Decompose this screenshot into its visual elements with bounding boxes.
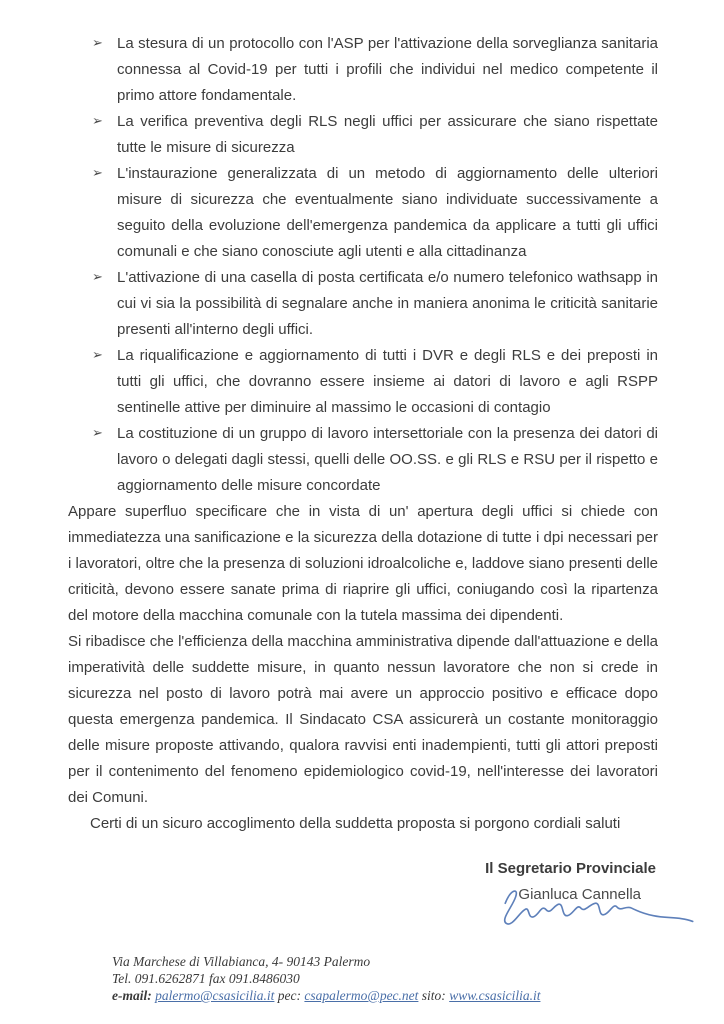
closing-line: Certi di un sicuro accoglimento della suddetta proposta si porgono cordiali saluti — [90, 815, 621, 832]
bullet-item — [68, 161, 658, 265]
bullet-item — [68, 265, 658, 343]
arrow-bullet-icon: ➢ — [92, 426, 103, 441]
arrow-bullet-icon: ➢ — [92, 166, 103, 181]
email-label: e-mail: — [112, 988, 152, 1003]
bullet-text: La costituzione di un gruppo di lavoro intersettoriale con la presenza dei datori di lavoro o delegati dagli stessi, quelli delle OO.SS. e gli RLS e RSU per il rispetto e aggiornamento delle misure concordate — [117, 425, 658, 494]
bullet-text: L'instaurazione generalizzata di un metodo di aggiornamento delle ulteriori misure di sicurezza che eventualmente siano individuate successivamente a seguito della evoluzione dell'emergenza pandemica da applicare a tutti gli uffici comunali e che siano conosciute agli utenti e alla cittadinanza — [117, 165, 658, 260]
paragraph: Si ribadisce che l'efficienza della macchina amministrativa dipende dall'attuazione e della imperatività delle suddette misure, in quanto nessun lavoratore che non si crede in sicurezza nel posto di lavoro potrà mai avere un approccio positivo e efficace dopo questa emergenza pandemica. Il Sindacato CSA assicurerà un costante monitoraggio delle misure proposte attivando, qualora ravvisi enti inadempienti, tutti gli attori preposti per il contenimento del fenomeno epidemiologico covid-19, nell'interesse dei lavoratori dei Comuni. — [68, 633, 658, 806]
bullet-text: L'attivazione di una casella di posta certificata e/o numero telefonico wathsapp in cui vi sia la possibilità di segnalare anche in maniera anonima le criticità sanitarie presenti all'interno degli uffici. — [117, 269, 658, 338]
bullet-item — [68, 343, 658, 421]
footer-links-row — [112, 987, 540, 1004]
arrow-bullet-icon: ➢ — [92, 270, 103, 285]
footer-address: Via Marchese di Villabianca, 4- 90143 Palermo — [112, 954, 371, 969]
footer-phone: Tel. 091.6262871 fax 091.8486030 — [112, 971, 300, 986]
letter-body — [68, 31, 658, 908]
signature-block — [68, 856, 658, 908]
arrow-bullet-icon: ➢ — [92, 36, 103, 51]
bullet-item — [68, 31, 658, 109]
bullet-text: La stesura di un protocollo con l'ASP per l'attivazione della sorveglianza sanitaria connessa al Covid-19 per tutti i profili che individui nel medico competente il primo attore fondamentale. — [117, 35, 658, 104]
site-label: sito: — [421, 988, 446, 1003]
arrow-bullet-icon: ➢ — [92, 114, 103, 129]
pec-label: pec: — [277, 988, 302, 1003]
bullet-text: La verifica preventiva degli RLS negli uffici per assicurare che siano rispettate tutte le misure di sicurezza — [117, 113, 658, 156]
signature-name-row — [68, 882, 658, 908]
bullet-item — [68, 421, 658, 499]
site-link[interactable]: www.csasicilia.it — [449, 988, 541, 1003]
arrow-bullet-icon: ➢ — [92, 348, 103, 363]
pec-link[interactable]: csapalermo@pec.net — [304, 988, 419, 1003]
footer-contact — [112, 953, 540, 1004]
paragraph: Appare superfluo specificare che in vista di un' apertura degli uffici si chiede con immediatezza una sanificazione e la sicurezza della dotazione di tutte i dpi necessari per i lavoratori, oltre che la presenza di soluzioni idroalcoliche e, laddove siano presenti delle criticità, devono essere sanate prima di riaprire gli uffici, coniugando così la ripartenza del motore della macchina comunale con la tutela massima dei dipendenti. — [68, 503, 658, 624]
bullet-item — [68, 109, 658, 161]
bullet-text: La riqualificazione e aggiornamento di tutti i DVR e degli RLS e dei preposti in tutti gli uffici, che dovranno essere insieme ai datori di lavoro e agli RSPP sentinelle attive per diminuire al massimo le occasioni di contagio — [117, 347, 658, 416]
signature-name: Gianluca Cannella — [518, 886, 641, 903]
email-link[interactable]: palermo@csasicilia.it — [155, 988, 275, 1003]
signature-role: Il Segretario Provinciale — [485, 860, 656, 877]
